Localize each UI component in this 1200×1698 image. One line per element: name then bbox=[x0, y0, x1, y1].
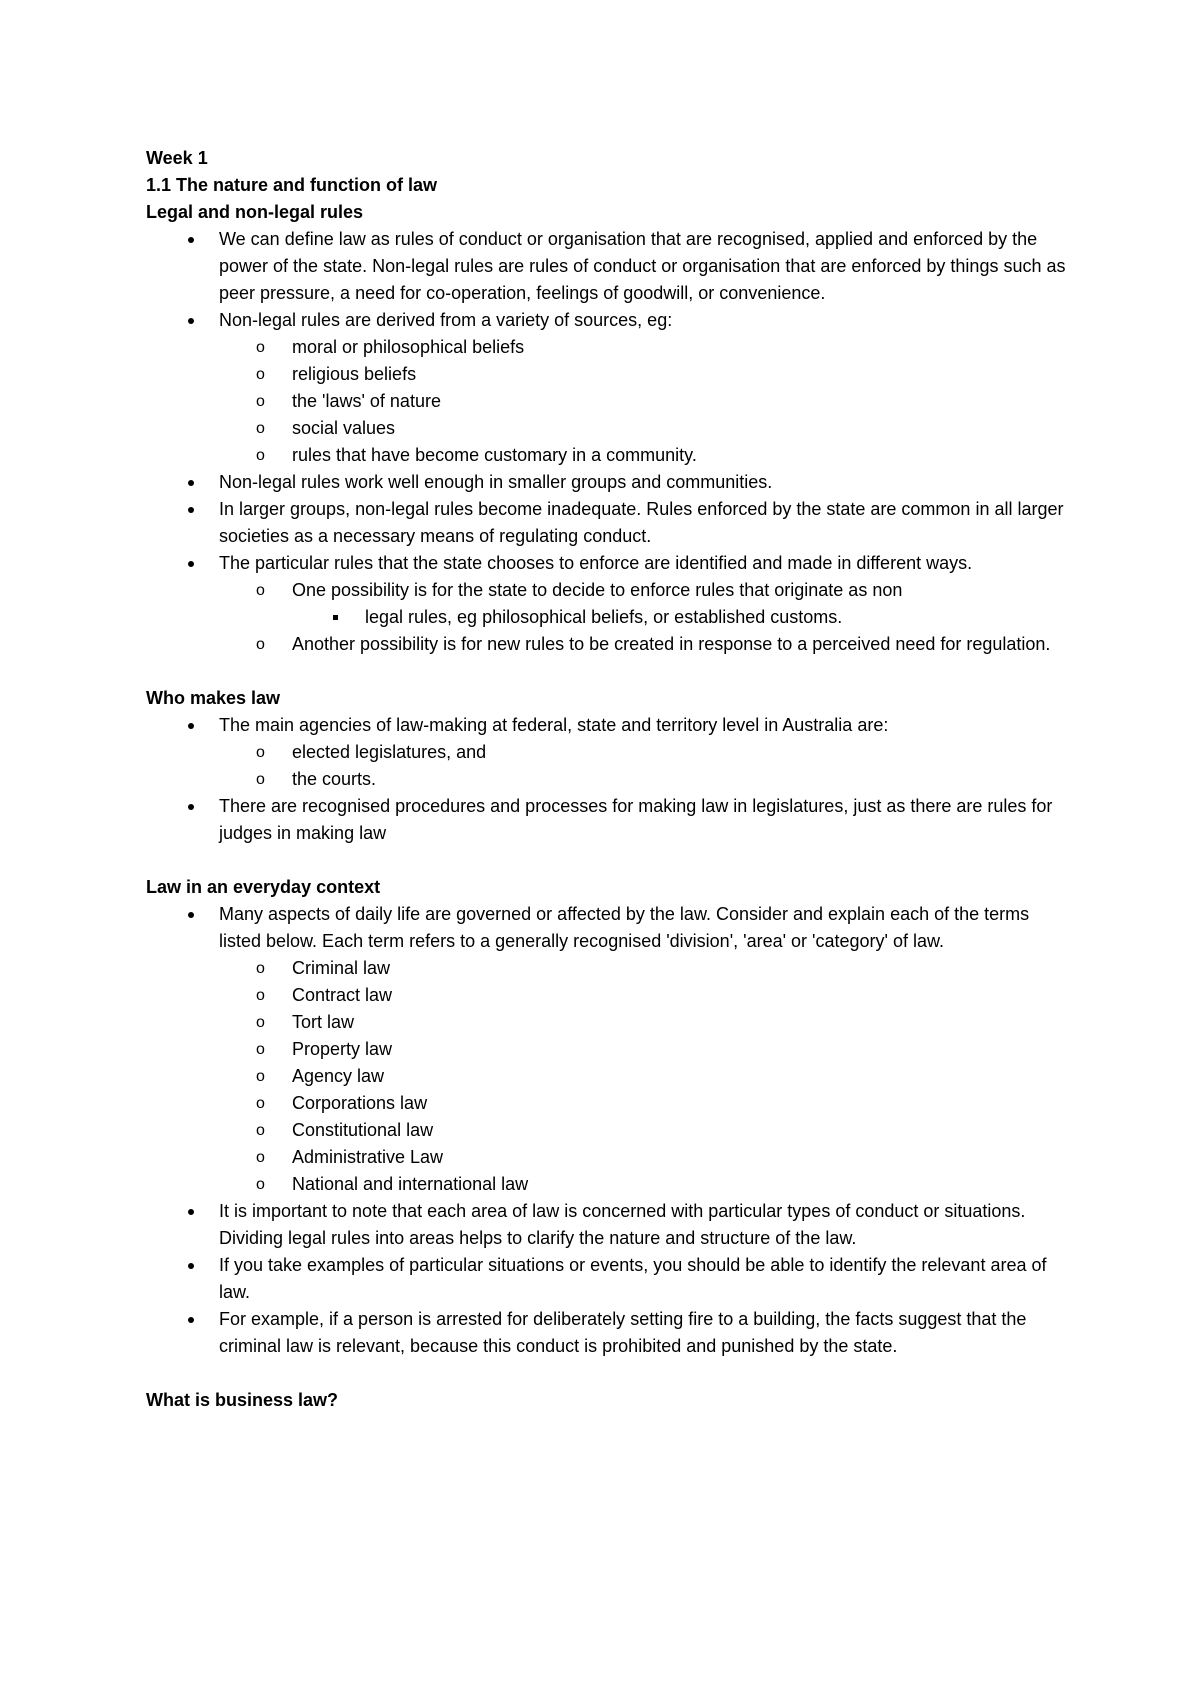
bullet-icon bbox=[188, 318, 194, 324]
list-item: In larger groups, non-legal rules become inadequate. Rules enforced by the state are common in all larger societies as a necessary means of regulating conduct. bbox=[146, 496, 1076, 550]
list-item: For example, if a person is arrested for deliberately setting fire to a building, the facts suggest that the criminal law is relevant, because this conduct is prohibited and punished by the state. bbox=[146, 1306, 1076, 1360]
sub-list-item: o Another possibility is for new rules to be created in response to a perceived need for regulation. bbox=[146, 631, 1076, 658]
business-law-heading: What is business law? bbox=[146, 1390, 339, 1410]
everyday-heading: Law in an everyday context bbox=[146, 877, 381, 897]
circle-bullet-icon: o bbox=[256, 1041, 265, 1058]
list-item: We can define law as rules of conduct or organisation that are recognised, applied and enforced by the power of the state. Non-legal rules are rules of conduct or organisation that are enforced by things such as peer pressure, a need for co-operation, feelings of goodwill, or convenience. bbox=[146, 226, 1076, 307]
list-item: The main agencies of law-making at federal, state and territory level in Australia are: o elected legislatures, and o the courts. bbox=[146, 712, 1076, 793]
sub-list-item: o Tort law bbox=[146, 1009, 1076, 1036]
spacer bbox=[146, 1360, 1076, 1387]
sub-list-item: o elected legislatures, and bbox=[146, 739, 1076, 766]
sub-list-item: o Criminal law bbox=[146, 955, 1076, 982]
circle-bullet-icon: o bbox=[256, 960, 265, 977]
list-item: The particular rules that the state chooses to enforce are identified and made in different ways. o One possibility is for the state to decide to enforce rules that originate as non legal rules, eg philosophical beliefs, or established customs. o Another possibility is for new rules to be created in response to a perceived need for regulation. bbox=[146, 550, 1076, 658]
circle-bullet-icon: o bbox=[256, 1014, 265, 1031]
bullet-icon bbox=[188, 1263, 194, 1269]
sources-sublist bbox=[219, 334, 1076, 469]
circle-bullet-icon: o bbox=[256, 1122, 265, 1139]
circle-bullet-icon: o bbox=[256, 1095, 265, 1112]
bullet-icon bbox=[188, 1209, 194, 1215]
circle-bullet-icon: o bbox=[256, 771, 265, 788]
bullet-icon bbox=[188, 480, 194, 486]
bullet-icon bbox=[188, 507, 194, 513]
sub-list-item: o Corporations law bbox=[146, 1090, 1076, 1117]
ways-subsublist bbox=[292, 604, 1076, 631]
spacer bbox=[146, 847, 1076, 874]
who-makes-heading: Who makes law bbox=[146, 688, 281, 708]
section-heading: 1.1 The nature and function of law bbox=[146, 175, 438, 195]
sub-list-item: o moral or philosophical beliefs bbox=[146, 334, 1076, 361]
sub-list-item: o Administrative Law bbox=[146, 1144, 1076, 1171]
week-heading: Week 1 bbox=[146, 148, 208, 168]
list-item: Non-legal rules work well enough in smaller groups and communities. bbox=[146, 469, 1076, 496]
bullet-icon bbox=[188, 804, 194, 810]
bullet-icon bbox=[188, 723, 194, 729]
sub-list-item: o Constitutional law bbox=[146, 1117, 1076, 1144]
list-item: It is important to note that each area of law is concerned with particular types of conduct or situations. Dividing legal rules into areas helps to clarify the nature and structure of the law. bbox=[146, 1198, 1076, 1252]
circle-bullet-icon: o bbox=[256, 366, 265, 383]
sub-list-item: o the courts. bbox=[146, 766, 1076, 793]
spacer bbox=[146, 658, 1076, 685]
legal-rules-list bbox=[146, 226, 1076, 658]
sub-list-item: o Property law bbox=[146, 1036, 1076, 1063]
circle-bullet-icon: o bbox=[256, 447, 265, 464]
sub-list-item: o religious beliefs bbox=[146, 361, 1076, 388]
circle-bullet-icon: o bbox=[256, 636, 265, 653]
sub-sub-list-item: legal rules, eg philosophical beliefs, or established customs. bbox=[146, 604, 1076, 631]
sub-list-item: o Agency law bbox=[146, 1063, 1076, 1090]
ways-sublist bbox=[219, 577, 1076, 658]
bullet-icon bbox=[188, 912, 194, 918]
circle-bullet-icon: o bbox=[256, 1176, 265, 1193]
circle-bullet-icon: o bbox=[256, 582, 265, 599]
agencies-sublist bbox=[219, 739, 1076, 793]
circle-bullet-icon: o bbox=[256, 339, 265, 356]
sub-list-item: o rules that have become customary in a community. bbox=[146, 442, 1076, 469]
document-content bbox=[146, 145, 1076, 1414]
who-makes-list bbox=[146, 712, 1076, 847]
bullet-icon bbox=[188, 561, 194, 567]
everyday-list bbox=[146, 901, 1076, 1360]
list-item: Non-legal rules are derived from a variety of sources, eg: o moral or philosophical beliefs o religious beliefs o the 'laws' of nature o social values o rules that have become customary in a community. bbox=[146, 307, 1076, 469]
sub-list-item: o social values bbox=[146, 415, 1076, 442]
legal-rules-heading: Legal and non-legal rules bbox=[146, 202, 364, 222]
circle-bullet-icon: o bbox=[256, 420, 265, 437]
list-item: There are recognised procedures and processes for making law in legislatures, just as there are rules for judges in making law bbox=[146, 793, 1076, 847]
bullet-icon bbox=[188, 237, 194, 243]
circle-bullet-icon: o bbox=[256, 1068, 265, 1085]
sub-list-item: o the 'laws' of nature bbox=[146, 388, 1076, 415]
sub-list-item: o National and international law bbox=[146, 1171, 1076, 1198]
bullet-icon bbox=[188, 1317, 194, 1323]
circle-bullet-icon: o bbox=[256, 987, 265, 1004]
circle-bullet-icon: o bbox=[256, 1149, 265, 1166]
circle-bullet-icon: o bbox=[256, 393, 265, 410]
list-item: If you take examples of particular situations or events, you should be able to identify the relevant area of law. bbox=[146, 1252, 1076, 1306]
law-areas-sublist bbox=[219, 955, 1076, 1198]
list-item: Many aspects of daily life are governed or affected by the law. Consider and explain each of the terms listed below. Each term refers to a generally recognised 'division', 'area' or 'category' of law. o Criminal law o Contract law o Tort law o Property law o Agency law o Corporations law o Constitutional law o Administrative Law o National and international law bbox=[146, 901, 1076, 1198]
circle-bullet-icon: o bbox=[256, 744, 265, 761]
sub-list-item: o Contract law bbox=[146, 982, 1076, 1009]
sub-list-item: o One possibility is for the state to decide to enforce rules that originate as non legal rules, eg philosophical beliefs, or established customs. bbox=[146, 577, 1076, 631]
square-bullet-icon bbox=[333, 615, 338, 620]
